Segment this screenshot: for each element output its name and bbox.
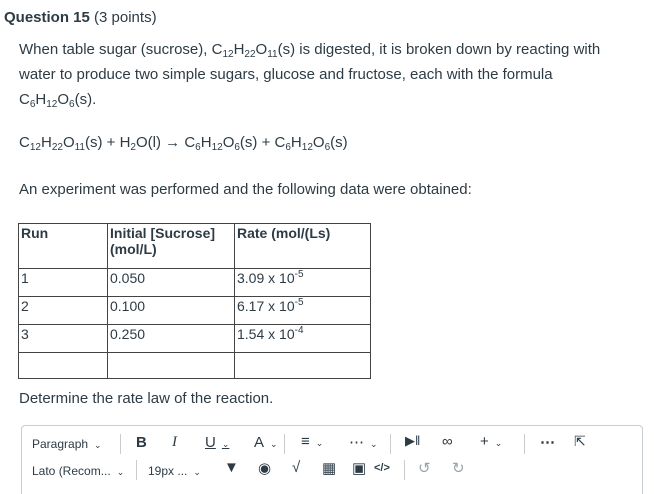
cell-run: 2 [19, 297, 108, 325]
experiment-text: An experiment was performed and the following data were obtained: [19, 181, 472, 198]
header-rate: Rate (mol/(Ls) [235, 224, 371, 269]
more-icon[interactable]: ⋯ [540, 434, 555, 451]
paragraph-select[interactable]: Paragraph ⌄ [32, 437, 102, 451]
question-title: Question 15 [4, 9, 90, 26]
equation-icon[interactable]: √ [292, 459, 301, 476]
underline-icon[interactable]: U ⌄ [205, 434, 230, 451]
separator [136, 460, 137, 480]
data-table [18, 223, 371, 379]
undo-icon[interactable]: ↺ [418, 460, 431, 477]
list-icon[interactable]: ⋯ ⌄ [349, 434, 378, 451]
font-size-select[interactable]: 19px ... ⌄ [148, 464, 201, 478]
table-row [19, 269, 371, 297]
fullscreen-icon[interactable]: ⇱ [574, 433, 586, 449]
cell-rate: 1.54 x $10^{-4}$ [235, 325, 371, 353]
italic-icon[interactable]: I [172, 434, 177, 450]
special-char-icon[interactable]: ◉ [258, 460, 272, 477]
intro-text-3: (s). [74, 91, 97, 108]
separator [404, 460, 405, 480]
eq-part-2: O(l) → [135, 134, 185, 151]
table-row [19, 325, 371, 353]
separator [120, 434, 121, 454]
header-run: Run [19, 224, 108, 269]
editor-toolbar [21, 425, 643, 494]
cell-conc: 0.250 [108, 325, 235, 353]
separator [390, 434, 391, 454]
empty-cell [19, 353, 108, 379]
align-icon[interactable]: ≡ ⌄ [301, 433, 324, 450]
separator [524, 434, 525, 454]
cell-rate: 3.09 x $10^{-5}$ [235, 269, 371, 297]
prompt-text: Determine the rate law of the reaction. [19, 390, 274, 407]
link-icon[interactable]: ∞ [442, 433, 453, 450]
image-icon[interactable]: ▦ [322, 460, 337, 477]
redo-icon[interactable]: ↻ [452, 460, 465, 477]
empty-cell [108, 353, 235, 379]
question-points: (3 points) [94, 9, 157, 26]
cell-run: 1 [19, 269, 108, 297]
cell-run: 3 [19, 325, 108, 353]
html-icon[interactable]: </> [374, 462, 390, 474]
embed-icon[interactable]: ▣ [352, 460, 367, 477]
table-row-empty [19, 353, 371, 379]
eq-part-4: (s) [330, 134, 348, 151]
text-color-icon[interactable]: A ⌄ [254, 434, 278, 451]
bold-icon[interactable]: B [136, 434, 147, 451]
media-icon[interactable]: ▶‖ [405, 433, 421, 448]
font-select[interactable]: Lato (Recom... ⌄ [32, 464, 125, 478]
table-header-row [19, 224, 371, 269]
separator [284, 434, 285, 454]
header-concentration: Initial [Sucrose] (mol/L) [108, 224, 235, 269]
cell-conc: 0.100 [108, 297, 235, 325]
intro-text-1: When table sugar (sucrose), [19, 41, 212, 58]
chemical-equation: $C_{12}H_{22}O_{11}(s) + H_2O(l) \to C_6H_{12}O_6(s) + C_6H_{12}O_6(s)$ [19, 134, 348, 153]
empty-cell [235, 353, 371, 379]
add-icon[interactable]: + ⌄ [480, 433, 503, 450]
question-intro: When table sugar (sucrose), $C_{12}H_{22}O_{11}(s)$ is digested, it is broken down by reacting with water to produce two simple sugars, glucose and fructose, each with the formula $C_6H_{12}O_6(s)$. [19, 41, 601, 110]
cell-conc: 0.050 [108, 269, 235, 297]
highlight-icon[interactable]: ▼ [224, 459, 239, 476]
table-row [19, 297, 371, 325]
question-header [4, 9, 157, 26]
intro-text-2: (s) is digested, it is broken down by reacting with water to produce two simple sugars, glucose and fructose, each with the formula [19, 41, 601, 83]
cell-rate: 6.17 x $10^{-5}$ [235, 297, 371, 325]
eq-part-3: (s) + [239, 134, 275, 151]
eq-part-1: (s) + H [85, 134, 131, 151]
